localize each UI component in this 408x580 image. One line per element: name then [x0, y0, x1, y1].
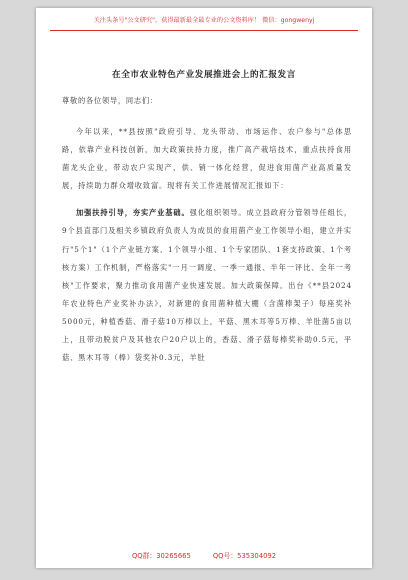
paragraph-support-text: 强化组织领导。成立县政府分管领导任组长，9个县直部门及相关乡镇政府负责人为成员的食用菌产业工作领导小组，建立并实行"5个1"（1个产业链方案、1个领导小组、1个专家团队、1套支持政策、1个考核方案）工作机制，严格落实"一月一调度、一季一通报、半年一评比、全年一考核"工作要求，聚力推动食用菌产业快速发展。加大政策保障。出台《**县2024年农业特色产业奖补办法》，对新建的食用菌种植大棚（含菌棒架子）每座奖补5000元，种植香菇、滑子菇10万棒以上，平菇、黑木耳等5万棒、羊肚菌5亩以上，且带动脱贫户及其他农户20户以上的，香菇、滑子菇每棒奖补助0.5元，平菇、黑木耳等（棒）袋奖补0.3元，羊肚	[62, 208, 352, 363]
paragraph-intro: 今年以来，**县按照"政府引导、龙头带动、市场运作、农户参与"总体思路，依靠产业科技创新，加大政策扶持力度，推广高产栽培技术，重点扶持食用菌龙头企业，带动农户实现产、供、销一体化经营，促进食用菌产业高质量发展，持续助力群众增收致富。现将有关工作进展情况汇报如下：	[62, 127, 352, 191]
salutation: 尊敬的各位领导，同志们：	[62, 96, 158, 105]
header-banner: 关注头条号"公文研究"，获得最新最全最专业的公文资料库！ 微信：gongwenyj	[93, 17, 315, 24]
paragraph-lead-heading: 加强扶持引导，夯实产业基础。	[76, 208, 190, 218]
paragraph-support	[62, 204, 352, 367]
footer-contact	[36, 550, 372, 560]
footer-qq-number: QQ号：535304092	[212, 552, 277, 560]
footer-qq-group: QQ群：30265665	[131, 552, 191, 560]
document-page	[36, 8, 372, 568]
header-divider	[50, 30, 358, 31]
document-body	[62, 123, 352, 367]
document-title: 在全市农业特色产业发展推进会上的汇报发言	[112, 70, 296, 80]
